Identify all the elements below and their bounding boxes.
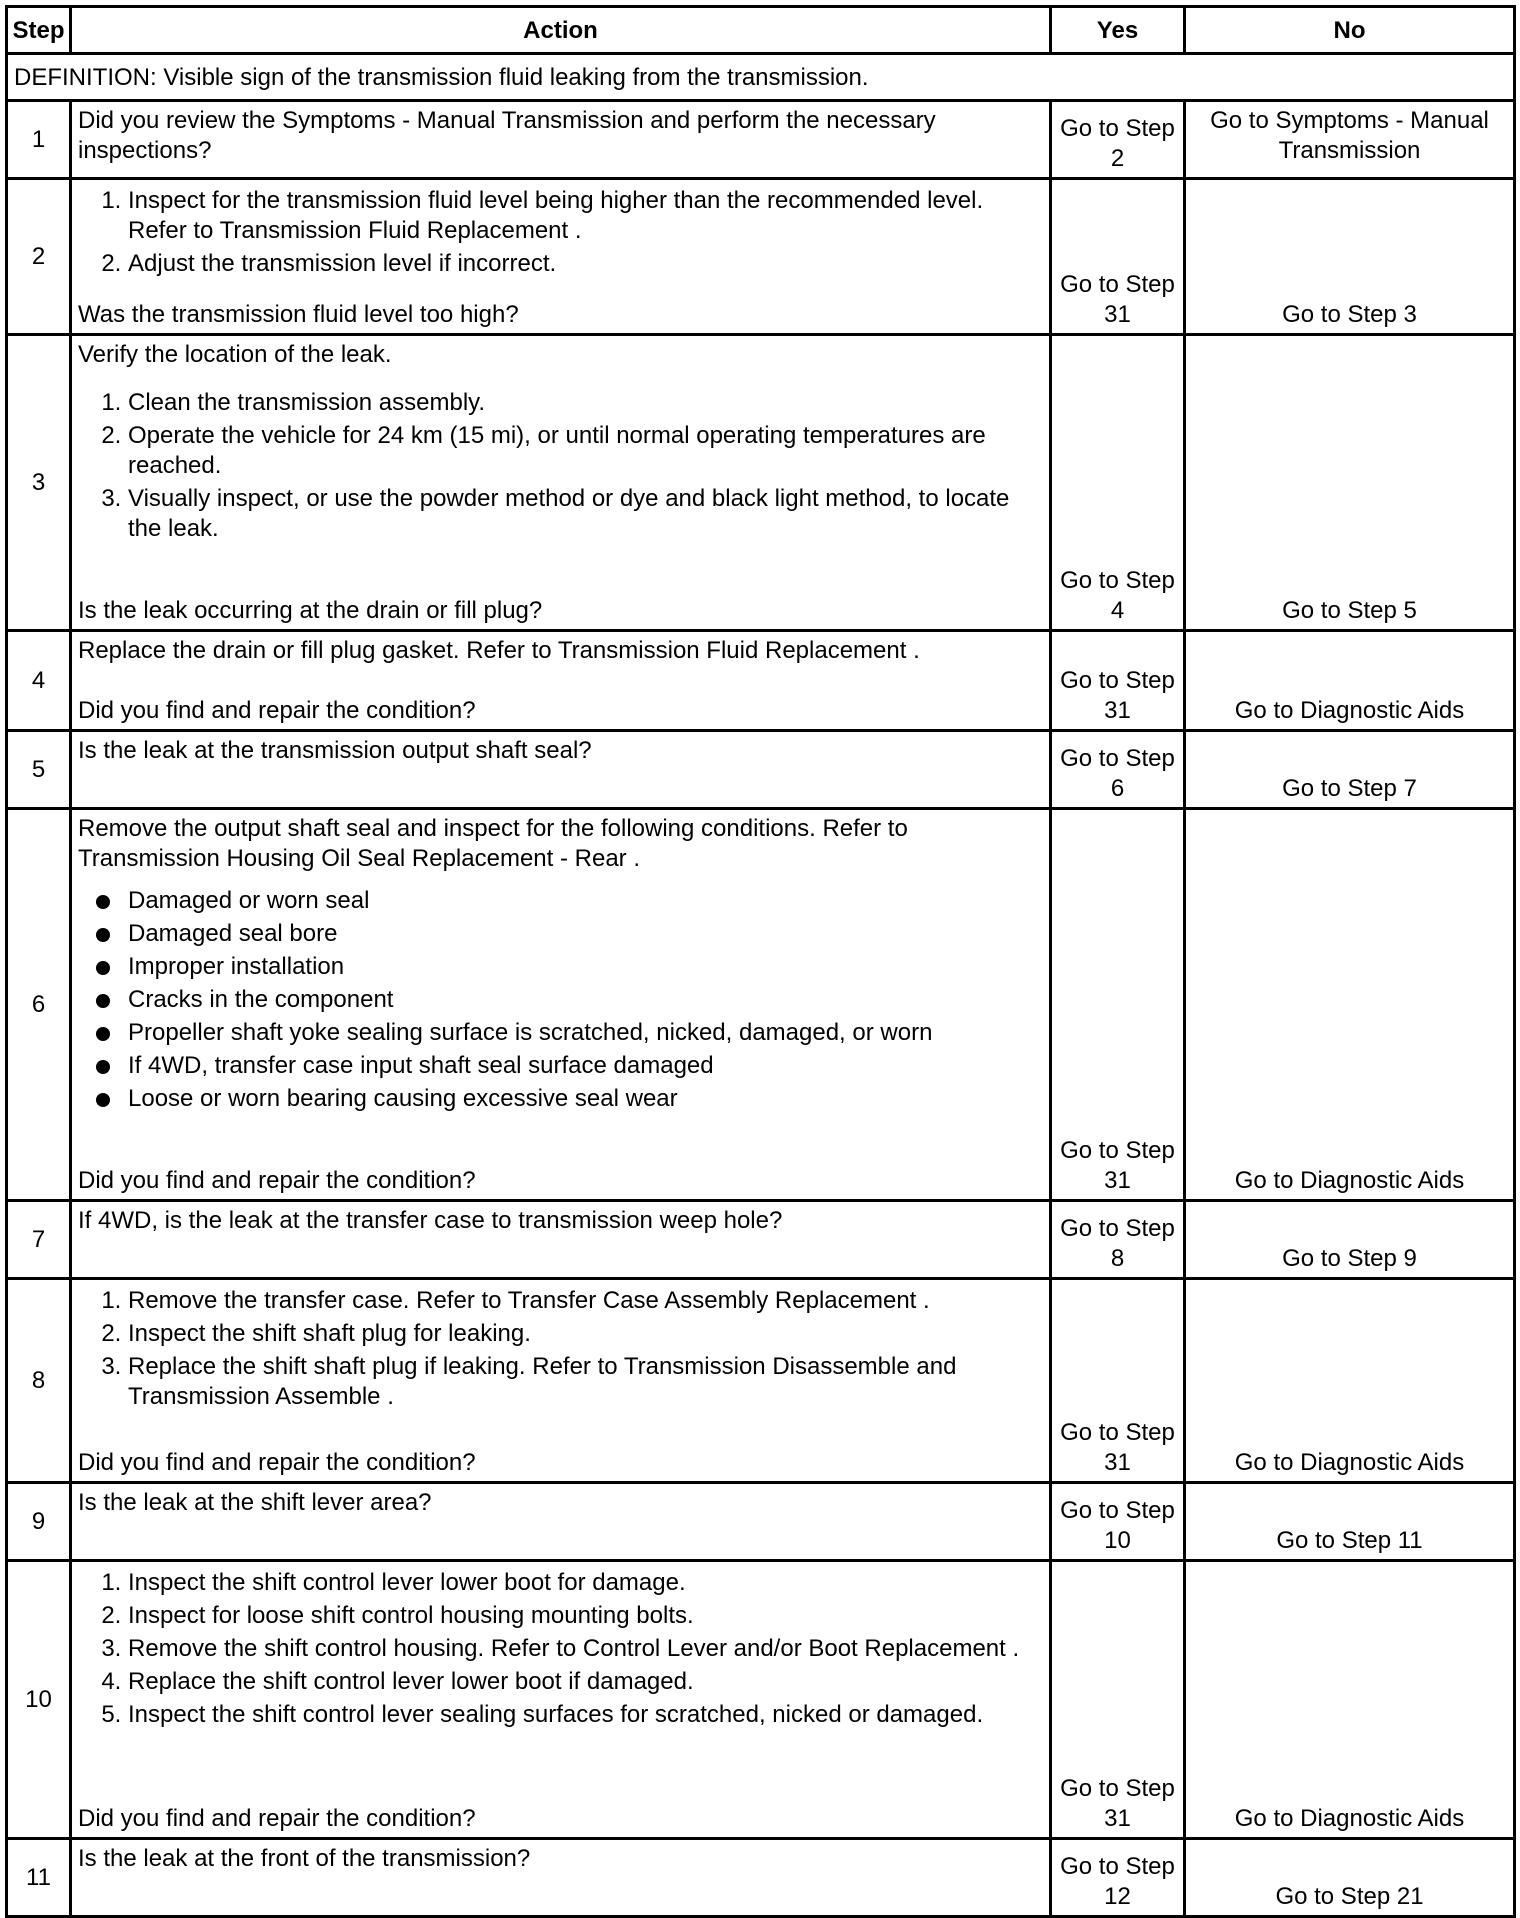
no-result: Go to Step 11 [1185, 1483, 1515, 1561]
diagnostic-table [5, 5, 1516, 1918]
bullet-text: Damaged seal bore [128, 920, 338, 947]
list-item: 2. Operate the vehicle for 24 km (15 mi), or until normal operating temperatures are reached. [128, 421, 1043, 481]
bullet-item [128, 919, 1043, 949]
step-row-5 [7, 731, 1515, 809]
action-numbered-list [78, 388, 1043, 547]
step-row-3 [7, 335, 1515, 631]
list-item: 4. Replace the shift control lever lower boot if damaged. [128, 1667, 1043, 1697]
no-result: Go to Symptoms - Manual Transmission [1185, 101, 1515, 179]
bullet-icon [96, 961, 110, 975]
bullet-text: Cracks in the component [128, 986, 394, 1013]
step-row-6 [7, 809, 1515, 1201]
action-cell [71, 179, 1051, 335]
action-content [78, 184, 1043, 330]
no-result: Go to Diagnostic Aids [1185, 631, 1515, 731]
action-numbered-list [78, 1286, 1043, 1415]
action-content [78, 1566, 1043, 1834]
no-result: Go to Step 9 [1185, 1201, 1515, 1279]
yes-result: Go to Step 6 [1051, 731, 1185, 809]
action-cell [71, 1201, 1051, 1279]
bullet-icon [96, 928, 110, 942]
step-number: 6 [7, 809, 71, 1201]
diagnostic-table-document [5, 5, 1513, 1918]
action-content [78, 814, 1043, 1196]
bullet-text: Propeller shaft yoke sealing surface is scratched, nicked, damaged, or worn [128, 1019, 933, 1046]
action-content [78, 1844, 1043, 1912]
step-row-11 [7, 1839, 1515, 1917]
no-result: Go to Step 3 [1185, 179, 1515, 335]
bullet-icon [96, 1027, 110, 1041]
bullet-item [128, 886, 1043, 916]
yes-result: Go to Step 8 [1051, 1201, 1185, 1279]
action-cell [71, 1279, 1051, 1483]
bullet-item [128, 985, 1043, 1015]
step-number: 2 [7, 179, 71, 335]
action-text: Did you review the Symptoms - Manual Transmission and perform the necessary inspections? [78, 107, 936, 164]
yes-result: Go to Step 31 [1051, 631, 1185, 731]
yes-result: Go to Step 31 [1051, 179, 1185, 335]
step-number: 11 [7, 1839, 71, 1917]
no-result: Go to Step 5 [1185, 335, 1515, 631]
step-number: 3 [7, 335, 71, 631]
list-item: 1. Clean the transmission assembly. [128, 388, 1043, 418]
yes-column-header: Yes [1051, 7, 1185, 54]
step-number: 1 [7, 101, 71, 179]
action-cell [71, 809, 1051, 1201]
step-number: 5 [7, 731, 71, 809]
no-column-header: No [1185, 7, 1515, 54]
list-item: 2. Inspect the shift shaft plug for leaking. [128, 1319, 1043, 1349]
step-row-7 [7, 1201, 1515, 1279]
yes-result: Go to Step 2 [1051, 101, 1185, 179]
action-question: Did you find and repair the condition? [78, 1805, 476, 1832]
step-row-10 [7, 1561, 1515, 1839]
bullet-icon [96, 994, 110, 1008]
definition-row [7, 54, 1515, 101]
action-content [78, 1488, 1043, 1556]
action-content [78, 106, 1043, 174]
action-numbered-list [78, 186, 1043, 282]
bullet-text: Damaged or worn seal [128, 887, 370, 914]
no-result: Go to Step 21 [1185, 1839, 1515, 1917]
action-cell [71, 1561, 1051, 1839]
action-content [78, 340, 1043, 626]
action-text: Is the leak at the shift lever area? [78, 1489, 432, 1516]
list-item: 2. Inspect for loose shift control housing mounting bolts. [128, 1601, 1043, 1631]
list-item: 1. Inspect the shift control lever lower boot for damage. [128, 1568, 1043, 1598]
step-column-header: Step [7, 7, 71, 54]
action-content [78, 1284, 1043, 1478]
header-row [7, 7, 1515, 54]
action-question: Is the leak occurring at the drain or fill plug? [78, 597, 543, 624]
step-row-2 [7, 179, 1515, 335]
no-result: Go to Diagnostic Aids [1185, 1561, 1515, 1839]
action-cell [71, 1483, 1051, 1561]
list-item: 5. Inspect the shift control lever sealing surfaces for scratched, nicked or damaged. [128, 1700, 1043, 1730]
yes-result: Go to Step 31 [1051, 1279, 1185, 1483]
yes-result: Go to Step 31 [1051, 809, 1185, 1201]
no-result: Go to Diagnostic Aids [1185, 809, 1515, 1201]
action-text: Is the leak at the front of the transmission? [78, 1845, 531, 1872]
list-item: 1. Remove the transfer case. Refer to Transfer Case Assembly Replacement . [128, 1286, 1043, 1316]
action-content [78, 736, 1043, 804]
action-question: Did you find and repair the condition? [78, 1167, 476, 1194]
action-cell [71, 335, 1051, 631]
yes-result: Go to Step 10 [1051, 1483, 1185, 1561]
action-question: Did you find and repair the condition? [78, 1449, 476, 1476]
action-intro: Remove the output shaft seal and inspect for the following conditions. Refer to Transmission Housing Oil Seal Replacement - Rear . [78, 815, 908, 872]
bullet-text: If 4WD, transfer case input shaft seal surface damaged [128, 1052, 714, 1079]
list-item: 3. Visually inspect, or use the powder method or dye and black light method, to locate the leak. [128, 484, 1043, 544]
action-text: Is the leak at the transmission output shaft seal? [78, 737, 592, 764]
bullet-item [128, 952, 1043, 982]
action-content [78, 636, 1043, 726]
bullet-icon [96, 1060, 110, 1074]
no-result: Go to Step 7 [1185, 731, 1515, 809]
step-row-9 [7, 1483, 1515, 1561]
step-row-8 [7, 1279, 1515, 1483]
action-cell [71, 631, 1051, 731]
action-cell [71, 101, 1051, 179]
bullet-icon [96, 1093, 110, 1107]
bullet-text: Improper installation [128, 953, 345, 980]
bullet-item [128, 1051, 1043, 1081]
bullet-item [128, 1084, 1043, 1114]
step-number: 10 [7, 1561, 71, 1839]
yes-result: Go to Step 4 [1051, 335, 1185, 631]
definition-text: DEFINITION: Visible sign of the transmission fluid leaking from the transmission. [7, 54, 1515, 101]
step-number: 8 [7, 1279, 71, 1483]
action-content [78, 1206, 1043, 1274]
no-result: Go to Diagnostic Aids [1185, 1279, 1515, 1483]
action-intro: Replace the drain or fill plug gasket. Refer to Transmission Fluid Replacement . [78, 637, 920, 664]
list-item: 1. Inspect for the transmission fluid level being higher than the recommended level. Refer to Transmission Fluid Replacement . [128, 186, 1043, 246]
action-question: Did you find and repair the condition? [78, 697, 476, 724]
list-item: 2. Adjust the transmission level if incorrect. [128, 249, 1043, 279]
action-intro: Verify the location of the leak. [78, 341, 392, 368]
action-cell [71, 731, 1051, 809]
action-cell [71, 1839, 1051, 1917]
step-number: 7 [7, 1201, 71, 1279]
action-bullet-list [78, 886, 1043, 1117]
bullet-icon [96, 895, 110, 909]
action-text: If 4WD, is the leak at the transfer case to transmission weep hole? [78, 1207, 783, 1234]
list-item: 3. Replace the shift shaft plug if leaking. Refer to Transmission Disassemble and Transmission Assemble . [128, 1352, 1043, 1412]
yes-result: Go to Step 12 [1051, 1839, 1185, 1917]
action-column-header: Action [71, 7, 1051, 54]
step-number: 9 [7, 1483, 71, 1561]
action-numbered-list [78, 1568, 1043, 1733]
yes-result: Go to Step 31 [1051, 1561, 1185, 1839]
step-row-1 [7, 101, 1515, 179]
step-row-4 [7, 631, 1515, 731]
step-number: 4 [7, 631, 71, 731]
bullet-item [128, 1018, 1043, 1048]
bullet-text: Loose or worn bearing causing excessive seal wear [128, 1085, 678, 1112]
action-question: Was the transmission fluid level too high? [78, 301, 519, 328]
list-item: 3. Remove the shift control housing. Refer to Control Lever and/or Boot Replacement . [128, 1634, 1043, 1664]
